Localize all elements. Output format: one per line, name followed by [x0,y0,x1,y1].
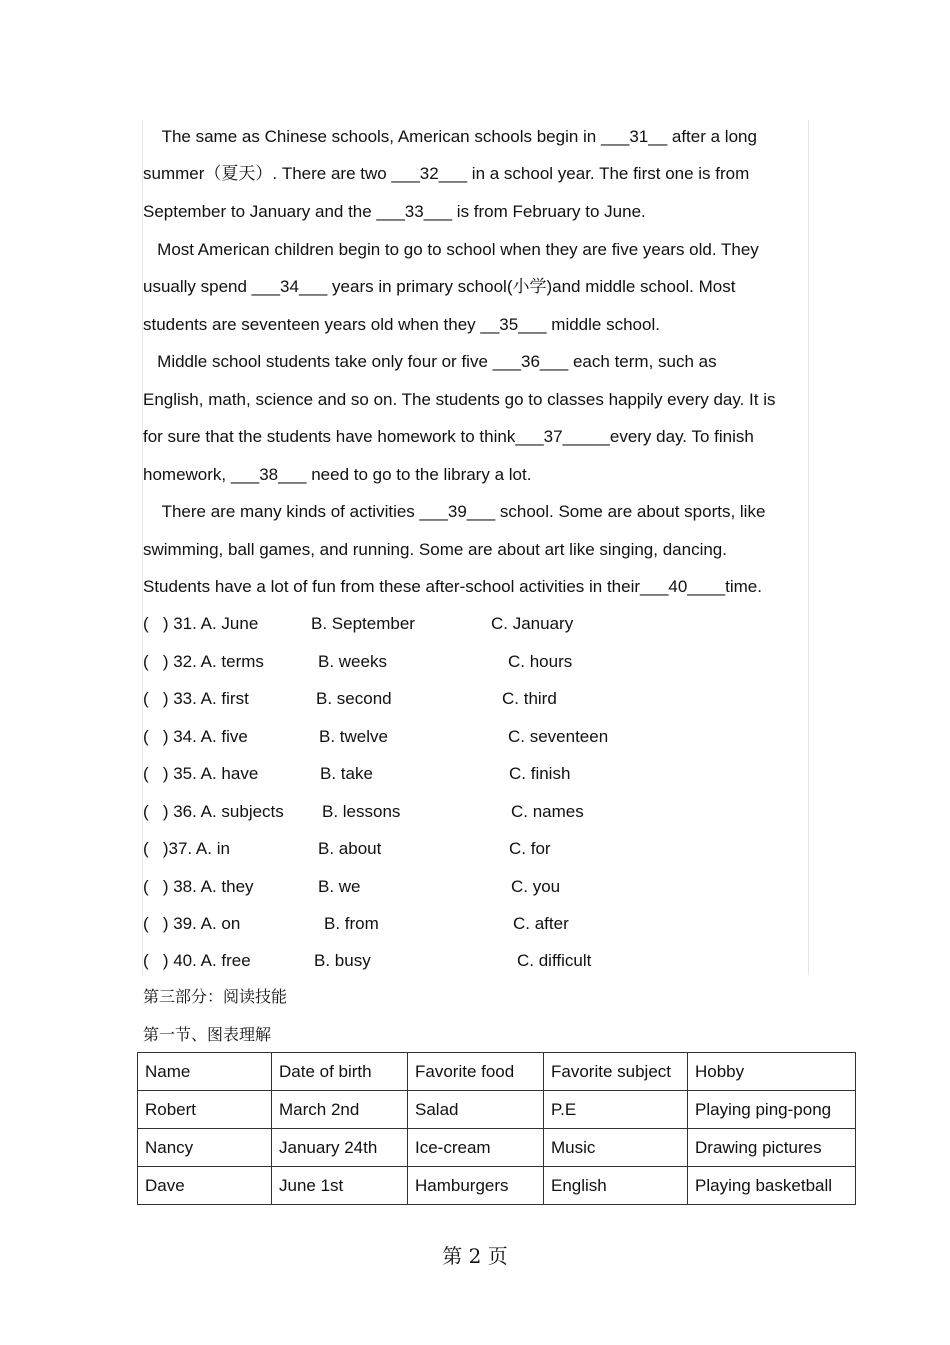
table-cell: Robert [138,1091,272,1129]
option-b: B. September [311,614,415,633]
option-b: B. twelve [319,727,388,746]
option-b: B. about [318,839,382,858]
table-cell: Hamburgers [408,1167,544,1205]
table-row [138,1167,856,1205]
passage-line: swimming, ball games, and running. Some are about art like singing, dancing. [143,540,727,559]
table-header-cell: Favorite subject [544,1053,688,1091]
question-number-39: ( ) 39. A. on [143,914,241,933]
table-header-cell: Favorite food [408,1053,544,1091]
option-c: C. finish [509,764,571,783]
passage-line: English, math, science and so on. The students go to classes happily every day. It is [143,390,776,409]
table-header-cell: Name [138,1053,272,1091]
option-c: C. names [511,802,584,821]
question-number-35: ( ) 35. A. have [143,764,259,783]
option-c: C. after [513,914,569,933]
option-c: C. hours [508,652,573,671]
table-cell: Drawing pictures [688,1129,856,1167]
passage-line: homework, ___38___ need to go to the library a lot. [143,465,532,484]
option-c: C. seventeen [508,727,609,746]
table-cell: January 24th [272,1129,408,1167]
question-number-40: ( ) 40. A. free [143,951,251,970]
table-cell: Music [544,1129,688,1167]
question-number-37: ( )37. A. in [143,839,230,858]
table-cell: June 1st [272,1167,408,1205]
table-cell: Playing basketball [688,1167,856,1205]
option-b: B. take [320,764,373,783]
table-cell: March 2nd [272,1091,408,1129]
option-c: C. for [509,839,551,858]
passage-line: Middle school students take only four or five ___36___ each term, such as [143,352,717,371]
passage-line: Most American children begin to go to school when they are five years old. They [143,240,759,259]
passage-line: students are seventeen years old when they __35___ middle school. [143,315,660,334]
passage-line: usually spend ___34___ years in primary school(小学)and middle school. Most [143,277,736,296]
option-b: B. from [324,914,379,933]
option-c: C. third [502,689,557,708]
table-cell: Nancy [138,1129,272,1167]
question-number-34: ( ) 34. A. five [143,727,248,746]
table-row [138,1129,856,1167]
passage-line: summer（夏天）. There are two ___32___ in a school year. The first one is from [143,164,750,183]
option-b: B. weeks [318,652,387,671]
table-cell: Ice-cream [408,1129,544,1167]
question-number-33: ( ) 33. A. first [143,689,249,708]
passage-line: Students have a lot of fun from these after-school activities in their___40____time. [143,577,762,596]
passage-line: There are many kinds of activities ___39___ school. Some are about sports, like [143,502,766,521]
table-row [138,1091,856,1129]
question-number-38: ( ) 38. A. they [143,877,254,896]
option-b: B. second [316,689,392,708]
table-cell: Salad [408,1091,544,1129]
table-header-cell: Hobby [688,1053,856,1091]
passage-line: The same as Chinese schools, American schools begin in ___31__ after a long [143,127,757,146]
subsection-title: 第一节、图表理解 [143,1025,272,1044]
table-header-cell: Date of birth [272,1053,408,1091]
section-title: 第三部分：阅读技能 [143,987,288,1006]
question-number-32: ( ) 32. A. terms [143,652,264,671]
question-number-36: ( ) 36. A. subjects [143,802,284,821]
table-cell: English [544,1167,688,1205]
table-cell: Dave [138,1167,272,1205]
option-c: C. you [511,877,561,896]
option-c: C. January [491,614,574,633]
question-number-31: ( ) 31. A. June [143,614,259,633]
option-b: B. lessons [322,802,401,821]
info-table [137,1052,856,1205]
table-cell: Playing ping-pong [688,1091,856,1129]
option-b: B. busy [314,951,371,970]
option-b: B. we [318,877,361,896]
table-header-row [138,1053,856,1091]
option-c: C. difficult [517,951,592,970]
passage-line: September to January and the ___33___ is from February to June. [143,202,646,221]
page-number: 第 2 页 [442,1244,508,1268]
passage-line: for sure that the students have homework to think___37_____every day. To finish [143,427,754,446]
table-cell: P.E [544,1091,688,1129]
